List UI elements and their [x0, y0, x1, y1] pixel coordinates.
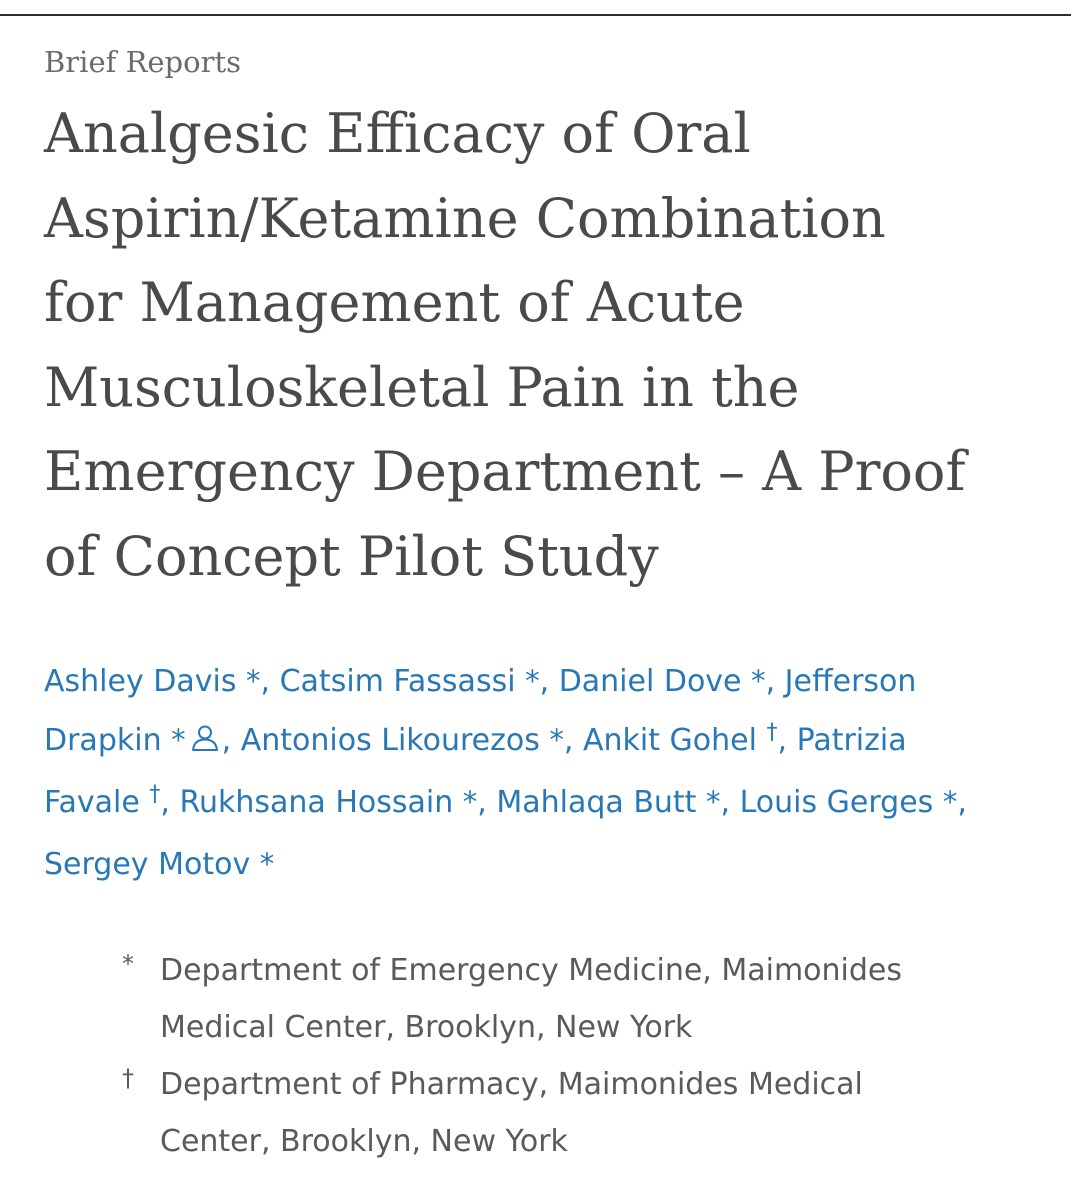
- author-link-ankit-gohel[interactable]: [582, 720, 778, 758]
- affiliation-mark: †: [149, 782, 161, 807]
- author-link-rukhsana-hossain[interactable]: [179, 785, 477, 820]
- author-name: Jefferson: [784, 664, 917, 699]
- title-line: Emergency Department – A Proof: [44, 440, 966, 503]
- author-name: Drapkin: [44, 723, 162, 758]
- author-separator: ,: [539, 664, 550, 699]
- author-separator: ,: [160, 785, 170, 820]
- affiliation-symbol: *: [122, 950, 134, 978]
- author-link-ashley-davis[interactable]: [44, 664, 261, 699]
- title-line: of Concept Pilot Study: [44, 524, 659, 588]
- author-link-jefferson-drapkin-cont[interactable]: [44, 723, 222, 758]
- title-line: Musculoskeletal Pain in the: [44, 355, 800, 419]
- affiliation-mark: *: [706, 785, 721, 819]
- author-name: Ankit Gohel: [582, 723, 757, 758]
- author-link-patrizia-favale[interactable]: [797, 723, 907, 758]
- author-link-sergey-motov[interactable]: [44, 847, 274, 882]
- article-type-label: Brief Reports: [44, 45, 241, 79]
- author-link-catsim-fassassi[interactable]: [280, 664, 540, 699]
- author-separator: ,: [221, 723, 232, 758]
- affiliation-mark: *: [171, 723, 186, 757]
- author-link-jefferson-drapkin[interactable]: [785, 664, 917, 699]
- author-name: Daniel Dove: [558, 664, 742, 699]
- article-title: [44, 92, 1044, 599]
- author-line: [44, 773, 1044, 835]
- author-line: [44, 835, 1044, 894]
- author-link-louis-gerges[interactable]: [740, 785, 958, 820]
- author-name: Patrizia: [796, 723, 907, 758]
- affiliation-mark: †: [766, 720, 778, 745]
- top-divider: [0, 14, 1071, 16]
- affiliation-mark: *: [246, 664, 261, 698]
- affiliation-list: [0, 942, 1071, 1170]
- author-separator: ,: [720, 785, 731, 820]
- title-line: Aspirin/Ketamine Combination: [44, 186, 886, 250]
- affiliation-item: [0, 942, 1071, 1056]
- affiliation-mark: *: [751, 664, 766, 698]
- author-name: Catsim Fassassi: [279, 664, 516, 699]
- author-separator: ,: [563, 723, 574, 758]
- affiliation-symbol: †: [122, 1064, 134, 1092]
- affiliation-text: Center, Brooklyn, New York: [160, 1124, 568, 1159]
- author-line: [44, 652, 1044, 711]
- title-line: for Management of Acute: [44, 271, 745, 334]
- author-link-antonios-likourezos[interactable]: [241, 723, 564, 758]
- author-name: Ashley Davis: [44, 664, 237, 699]
- affiliation-text: Medical Center, Brooklyn, New York: [160, 1010, 693, 1045]
- person-icon: [190, 714, 220, 772]
- affiliation-text: Department of Pharmacy, Maimonides Medical: [160, 1067, 863, 1102]
- affiliation-mark: *: [549, 723, 564, 757]
- author-name: Mahlaqa Butt: [496, 785, 697, 820]
- author-name: Sergey Motov: [44, 847, 251, 882]
- author-separator: ,: [765, 664, 776, 699]
- author-separator: ,: [260, 664, 271, 699]
- affiliation-mark: *: [525, 664, 540, 698]
- author-name: Rukhsana Hossain: [179, 785, 454, 820]
- affiliation-mark: *: [942, 785, 958, 819]
- author-name: Favale: [44, 785, 140, 820]
- title-line: Analgesic Efficacy of Oral: [44, 102, 751, 165]
- author-list: [44, 652, 1044, 894]
- author-separator: ,: [777, 723, 788, 758]
- author-link-mahlaqa-butt[interactable]: [496, 785, 720, 820]
- author-link-patrizia-favale-cont[interactable]: [44, 782, 161, 820]
- author-link-daniel-dove[interactable]: [559, 664, 766, 699]
- affiliation-mark: *: [259, 847, 275, 881]
- affiliation-mark: *: [462, 785, 478, 819]
- author-line: [44, 711, 1044, 773]
- author-name: Antonios Likourezos: [240, 723, 540, 758]
- author-separator: ,: [477, 785, 487, 820]
- author-separator: ,: [957, 785, 967, 820]
- author-name: Louis Gerges: [739, 785, 934, 820]
- affiliation-text: Department of Emergency Medicine, Maimonides: [160, 953, 903, 988]
- affiliation-item: [0, 1056, 1071, 1170]
